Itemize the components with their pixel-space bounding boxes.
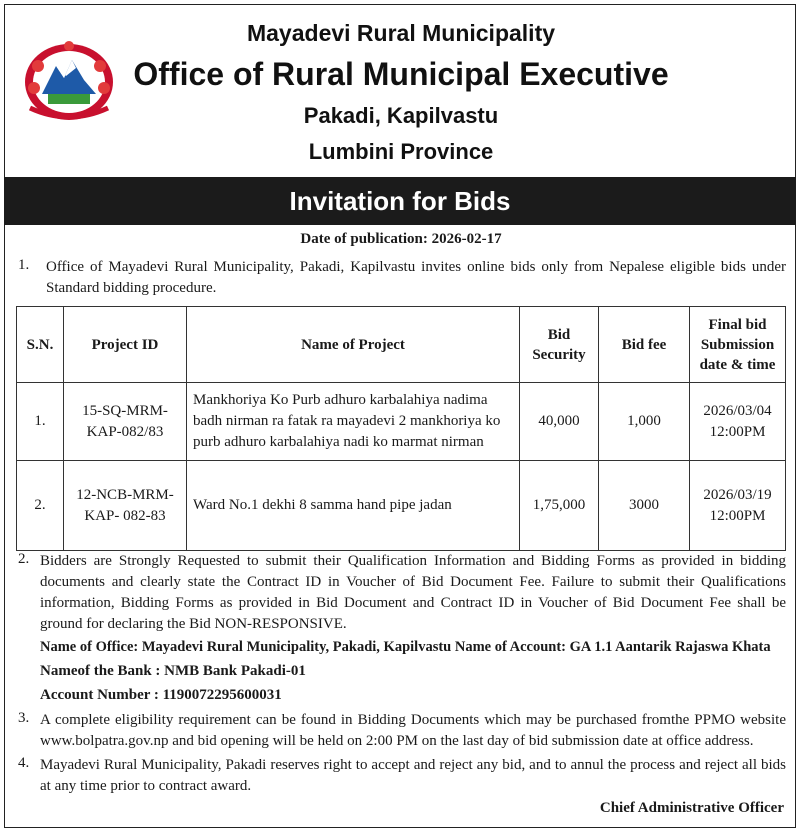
header-project-id: Project ID: [64, 307, 187, 383]
bank-name: Nameof the Bank : NMB Bank Pakadi-01: [40, 663, 306, 679]
item-2-text: Bidders are Strongly Requested to submit their Qualification Information and Bidding Forms as provided in bidding documents and clearly state the Contract ID in Voucher of Bid Document Fee. Failure to submit their Qualifications information, Bidding Forms as provided in Bid Document and Contract ID in Voucher of Bid Document Fee shall be ground for declaring the Bid NON-RESPONSIVE.: [40, 553, 786, 632]
header-bid-security: Bid Security: [520, 307, 599, 383]
row-1-submission: [690, 383, 786, 461]
row-2-project-name: Ward No.1 dekhi 8 samma hand pipe jadan: [187, 461, 520, 551]
office-title: Office of Rural Municipal Executive: [133, 56, 669, 92]
row-1-date: 2026/03/04: [703, 402, 772, 419]
item-3-text: A complete eligibility requirement can be found in Bidding Documents which may be purchased fromthe PPMO website www.bolpatra.gov.np and bid opening will be held on 2:00 PM on the last day of bid submission date at office address.: [40, 712, 786, 749]
row-1-project-name: Mankhoriya Ko Purb adhuro karbalahiya nadima badh nirman ra fatak ra mayadevi 2 mankhoriya ko purb adhuro karbalahiya nadi ko marmat nirman: [187, 383, 520, 461]
row-2-bid-fee: 3000: [599, 461, 690, 551]
row-2-date: 2026/03/19: [703, 486, 772, 503]
publication-date: Date of publication: 2026-02-17: [300, 231, 502, 247]
item-1-number: 1.: [18, 257, 30, 273]
header-project-name: Name of Project: [187, 307, 520, 383]
table-row: [17, 383, 786, 461]
office-account-info: Name of Office: Mayadevi Rural Municipality, Pakadi, Kapilvastu Name of Account: GA 1.1 Aantarik Rajaswa Khata: [40, 639, 771, 655]
municipality-name: Mayadevi Rural Municipality: [246, 20, 556, 46]
row-2-time: 12:00PM: [709, 507, 766, 524]
item-3-number: 3.: [18, 710, 30, 726]
row-1-bid-fee: 1,000: [599, 383, 690, 461]
bid-projects-table: [16, 306, 786, 551]
office-location: Pakadi, Kapilvastu: [303, 103, 499, 128]
signature-title: Chief Administrative Officer: [599, 800, 784, 816]
table-header-row: [17, 307, 786, 383]
item-4-number: 4.: [18, 755, 30, 771]
row-1-project-id: 15-SQ-MRM-KAP-082/83: [64, 383, 187, 461]
row-1-bid-security: 40,000: [520, 383, 599, 461]
item-2-number: 2.: [18, 551, 30, 567]
row-1-time: 12:00PM: [709, 423, 766, 440]
header-sn: S.N.: [17, 307, 64, 383]
row-2-sn: 2.: [17, 461, 64, 551]
row-1-sn: 1.: [17, 383, 64, 461]
table-row: [17, 461, 786, 551]
notice-banner-title: Invitation for Bids: [4, 177, 796, 225]
row-2-project-id: 12-NCB-MRM-KAP- 082-83: [64, 461, 187, 551]
header-bid-fee: Bid fee: [599, 307, 690, 383]
account-number: Account Number : 1190072295600031: [40, 687, 282, 703]
item-1-text: Office of Mayadevi Rural Municipality, Pakadi, Kapilvastu invites online bids only from Nepalese eligible bids under Standard bidding procedure.: [46, 259, 786, 296]
province-name: Lumbini Province: [308, 139, 494, 164]
row-2-bid-security: 1,75,000: [520, 461, 599, 551]
header-final-submission: Final bid Submission date & time: [690, 307, 786, 383]
item-4-text: Mayadevi Rural Municipality, Pakadi reserves right to accept and reject any bid, and to annul the process and reject all bids at any time prior to contract award.: [40, 757, 786, 794]
row-2-submission: [690, 461, 786, 551]
